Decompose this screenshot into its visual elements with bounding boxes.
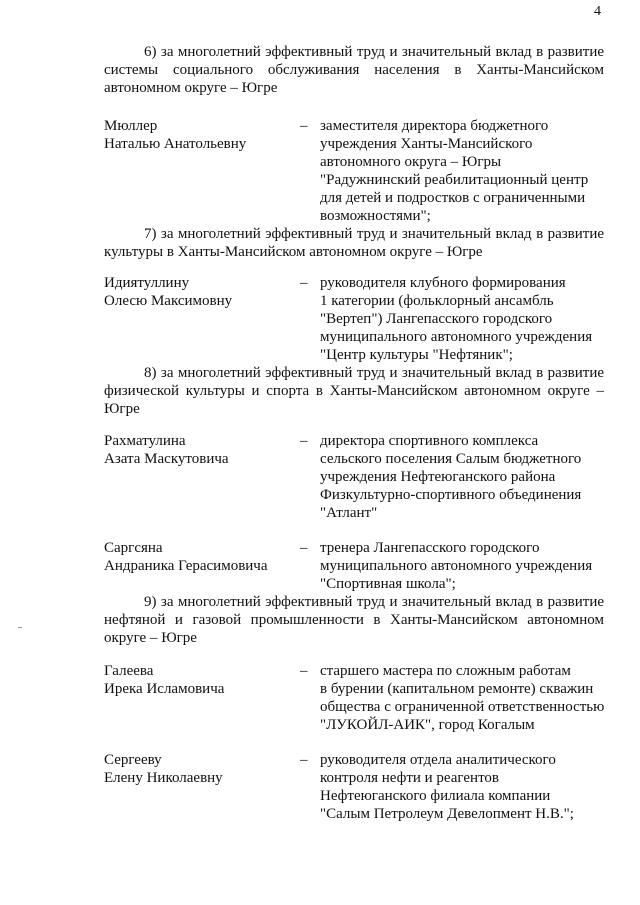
- position-line: "Центр культуры "Нефтяник";: [320, 347, 513, 363]
- recipient-given-names: Наталью Анатольевну: [104, 136, 247, 152]
- recipient-position: [320, 432, 604, 522]
- position-line: сельского поселения Салым бюджетного: [320, 451, 582, 467]
- section-paragraph-8: 8) за многолетний эффективный труд и значительный вклад в развитие физической культуры и спорта в Ханты-Мансийском автономном округе – Югре: [104, 365, 604, 417]
- position-line: тренера Лангепасского городского: [320, 540, 540, 556]
- recipient-position: [320, 117, 604, 225]
- section-paragraph-9: 9) за многолетний эффективный труд и значительный вклад в развитие нефтяной и газовой промышленности в Ханты-Мансийском автономном округе – Югре: [104, 594, 604, 646]
- position-line: учреждения Нефтеюганского района: [320, 469, 556, 485]
- page-number: 4: [594, 4, 601, 19]
- separator-dash: –: [300, 118, 308, 134]
- recipient-position: [320, 662, 604, 734]
- recipient-position: [320, 751, 604, 823]
- recipient-given-names: Олесю Максимовну: [104, 293, 233, 309]
- position-line: общества с ограниченной ответственностью: [320, 699, 605, 715]
- position-line: "Салым Петролеум Девелопмент Н.В.";: [320, 806, 574, 822]
- recipient-position: [320, 539, 604, 593]
- separator-dash: –: [300, 433, 308, 449]
- position-line: 1 категории (фольклорный ансамбль: [320, 293, 554, 309]
- recipient-name: [104, 751, 294, 787]
- position-line: директора спортивного комплекса: [320, 433, 539, 449]
- recipient-name: [104, 539, 294, 575]
- position-line: руководителя клубного формирования: [320, 275, 566, 291]
- separator-dash: –: [300, 275, 308, 291]
- recipient-surname: Идиятуллину: [104, 275, 190, 291]
- position-line: возможностями";: [320, 208, 431, 224]
- recipient-name: [104, 432, 294, 468]
- position-line: старшего мастера по сложным работам: [320, 663, 571, 679]
- separator-dash: –: [300, 752, 308, 768]
- position-line: "Радужнинский реабилитационный центр: [320, 172, 589, 188]
- recipient-position: [320, 274, 604, 364]
- position-line: учреждения Ханты-Мансийского: [320, 136, 533, 152]
- recipient-surname: Саргсяна: [104, 540, 163, 556]
- separator-dash: –: [300, 663, 308, 679]
- position-line: Нефтеюганского филиала компании: [320, 788, 551, 804]
- recipient-surname: Рахматулина: [104, 433, 186, 449]
- position-line: "Спортивная школа";: [320, 576, 456, 592]
- recipient-given-names: Елену Николаевну: [104, 770, 223, 786]
- position-line: автономного округа – Югры: [320, 154, 502, 170]
- recipient-name: [104, 662, 294, 698]
- position-line: муниципального автономного учреждения: [320, 329, 593, 345]
- position-line: в бурении (капитальном ремонте) скважин: [320, 681, 594, 697]
- section-paragraph-7: 7) за многолетний эффективный труд и значительный вклад в развитие культуры в Ханты-Мансийском автономном округе – Югре: [104, 226, 604, 260]
- recipient-given-names: Ирека Исламовича: [104, 681, 225, 697]
- position-line: муниципального автономного учреждения: [320, 558, 593, 574]
- recipient-surname: Мюллер: [104, 118, 158, 134]
- margin-mark: [18, 627, 22, 628]
- recipient-given-names: Андраника Герасимовича: [104, 558, 268, 574]
- recipient-name: [104, 117, 294, 153]
- position-line: "ЛУКОЙЛ-АИК", город Когалым: [320, 717, 535, 733]
- recipient-surname: Сергееву: [104, 752, 162, 768]
- position-line: для детей и подростков с ограниченными: [320, 190, 586, 206]
- position-line: контроля нефти и реагентов: [320, 770, 500, 786]
- position-line: Физкультурно-спортивного объединения: [320, 487, 582, 503]
- position-line: "Вертеп") Лангепасского городского: [320, 311, 553, 327]
- position-line: "Атлант": [320, 505, 378, 521]
- position-line: руководителя отдела аналитического: [320, 752, 556, 768]
- separator-dash: –: [300, 540, 308, 556]
- recipient-given-names: Азата Маскутовича: [104, 451, 229, 467]
- position-line: заместителя директора бюджетного: [320, 118, 549, 134]
- recipient-surname: Галеева: [104, 663, 154, 679]
- recipient-name: [104, 274, 294, 310]
- section-paragraph-6: 6) за многолетний эффективный труд и значительный вклад в развитие системы социального обслуживания населения в Ханты-Мансийском автономном округе – Югре: [104, 44, 604, 96]
